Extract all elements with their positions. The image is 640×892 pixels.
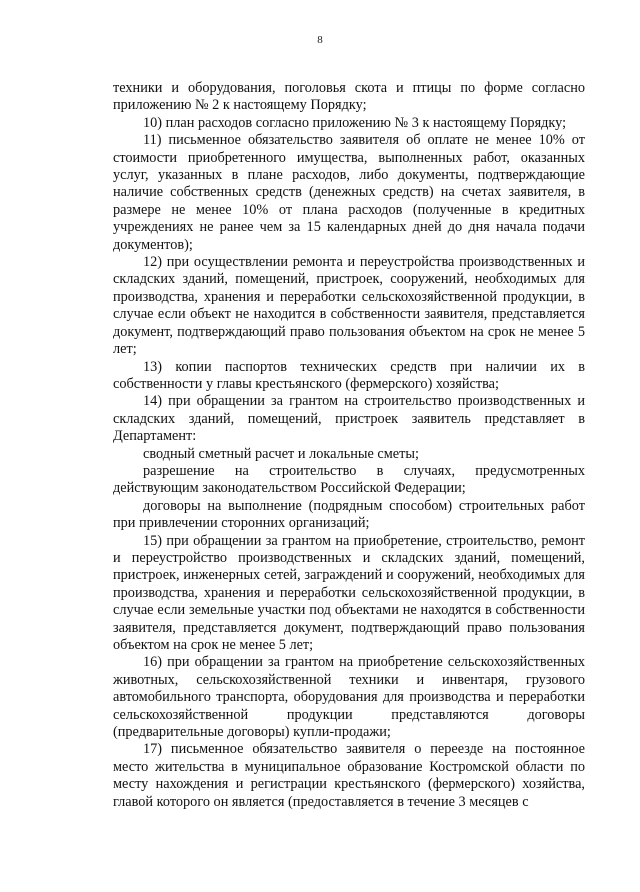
paragraph-item-14-contracts: договоры на выполнение (подрядным способом) строительных работ при привлечении сторонних организаций; xyxy=(113,497,585,532)
document-body xyxy=(113,80,585,811)
paragraph-item-14-permit: разрешение на строительство в случаях, предусмотренных действующим законодательством Российской Федерации; xyxy=(113,462,585,497)
paragraph-continuation: техники и оборудования, поголовья скота и птицы по форме согласно приложению № 2 к настоящему Порядку; xyxy=(113,80,585,114)
paragraph-item-13: 13) копии паспортов технических средств при наличии их в собственности у главы крестьянского (фермерского) хозяйства; xyxy=(113,358,585,392)
paragraph-item-16: 16) при обращении за грантом на приобретение сельскохозяйственных животных, сельскохозяйственной техники и инвентаря, грузового автомобильного транспорта, оборудования для производства и переработки сельскохозяйственной продукции представляются договоры (предварительные договоры) купли-продажи; xyxy=(113,654,585,741)
paragraph-item-10: 10) план расходов согласно приложению № 3 к настоящему Порядку; xyxy=(143,114,567,131)
paragraph-item-15: 15) при обращении за грантом на приобретение, строительство, ремонт и переустройство производственных и складских зданий, помещений, пристроек, инженерных сетей, заграждений и сооружений, необходимых для производства, хранения и переработки сельскохозяйственной продукции, в случае если земельные участки под объектами не находятся в собственности заявителя, представляется документ, подтверждающий право пользования объектом на срок не менее 5 лет; xyxy=(113,532,585,653)
paragraph-item-17: 17) письменное обязательство заявителя о переезде на постоянное место жительства в муниципальное образование Костромской области по месту нахождения и регистрации крестьянского (фермерского) хозяйства, главой которого он является (предоставляется в течение 3 месяцев с xyxy=(113,741,585,810)
paragraph-item-14: 14) при обращении за грантом на строительство производственных и складских зданий, помещений, пристроек заявитель представляет в Департамент: xyxy=(113,393,585,445)
page-number: 8 xyxy=(317,34,323,46)
paragraph-item-11: 11) письменное обязательство заявителя об оплате не менее 10% от стоимости приобретенного имущества, выполненных работ, оказанных услуг, указанных в плане расходов, либо документы, подтверждающие наличие собственных средств (денежных средств) на счетах заявителя, в размере не менее 10% от плана расходов (полученные в кредитных учреждениях не ранее чем за 15 календарных дней до дня начала подачи документов); xyxy=(113,132,585,253)
paragraph-item-12: 12) при осуществлении ремонта и переустройства производственных и складских зданий, помещений, пристроек, сооружений, необходимых для производства, хранения и переработки сельскохозяйственной продукции, в случае если объект не находится в собственности заявителя, представляется документ, подтверждающий право пользования объектом на срок не менее 5 лет; xyxy=(113,254,585,358)
paragraph-item-14-estimate: сводный сметный расчет и локальные сметы; xyxy=(143,445,419,462)
